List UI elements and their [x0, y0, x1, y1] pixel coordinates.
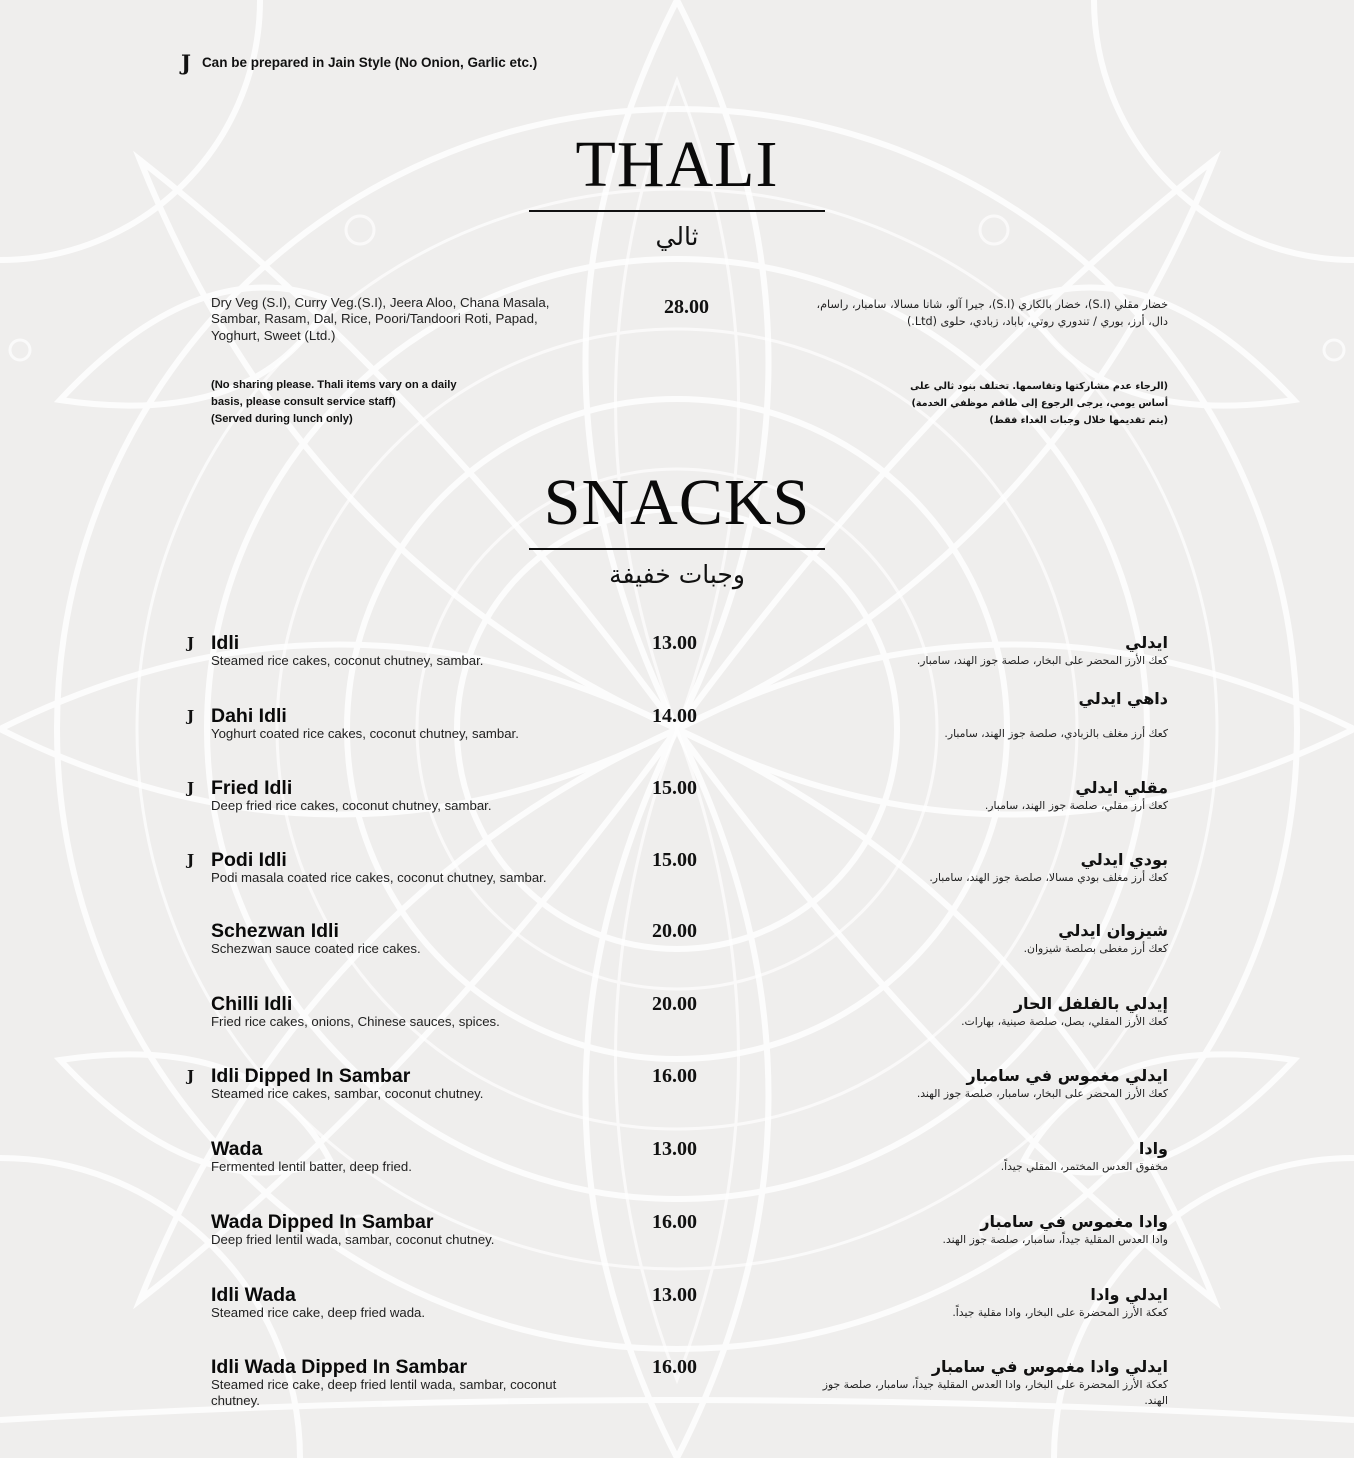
- item-description: Podi masala coated rice cakes, coconut chutney, sambar.: [211, 870, 547, 885]
- thali-note-line-arabic: (الرجاء عدم مشاركتها وتقاسمها. تختلف بنود ثالي على: [910, 381, 1168, 392]
- item-description-arabic: كعك أرز مغطى بصلصة شيزوان.: [1023, 942, 1168, 955]
- thali-price: 28.00: [664, 296, 709, 318]
- thali-note-line: (No sharing please. Thali items vary on a daily: [211, 379, 457, 391]
- item-name-arabic: مقلي ايدلي: [1075, 778, 1168, 797]
- item-name: Wada Dipped In Sambar: [211, 1211, 434, 1233]
- item-name-arabic: ايدلي: [1125, 633, 1168, 652]
- snacks-header: [529, 466, 825, 589]
- item-name-arabic: داهي ايدلي: [1078, 689, 1168, 708]
- item-name-arabic: وادا مغموس في سامبار: [980, 1212, 1168, 1231]
- thali-note-line-arabic: أساس يومي، يرجى الرجوع إلى طاقم موظفي الخدمة): [911, 398, 1168, 409]
- item-name-arabic: إيدلي بالفلفل الحار: [1013, 994, 1168, 1013]
- item-description-arabic: كعك الأرز المحضر على البخار، صلصة جوز الهند، سامبار.: [916, 654, 1168, 667]
- item-price: 15.00: [652, 777, 697, 799]
- jain-legend: [181, 52, 537, 73]
- thali-divider: [529, 210, 825, 212]
- item-description: Steamed rice cake, deep fried lentil wada, sambar, coconut chutney.: [211, 1377, 557, 1408]
- snacks-divider: [529, 548, 825, 550]
- jain-j-icon: J: [187, 779, 195, 797]
- thali-note-line-arabic: (يتم تقديمها خلال وجبات الغداء فقط): [989, 415, 1168, 426]
- thali-title-arabic: ثالي: [655, 222, 699, 251]
- item-price: 15.00: [652, 849, 697, 871]
- item-description: Fermented lentil batter, deep fried.: [211, 1159, 412, 1174]
- item-price: 16.00: [652, 1356, 697, 1378]
- snacks-title-arabic: وجبات خفيفة: [609, 560, 745, 589]
- thali-notes-arabic: [900, 378, 1168, 429]
- jain-j-icon: J: [187, 707, 195, 725]
- item-name: Fried Idli: [211, 777, 293, 799]
- item-name: Wada: [211, 1138, 263, 1160]
- item-description-arabic: كعكة الأرز المحضرة على البخار، وادا العدس المقلية جيداً، سامبار، صلصة جوز الهند.: [822, 1378, 1168, 1407]
- thali-header: [529, 128, 825, 251]
- item-name: Dahi Idli: [211, 705, 287, 727]
- item-name: Idli Wada Dipped In Sambar: [211, 1356, 468, 1378]
- item-description: Schezwan sauce coated rice cakes.: [211, 941, 421, 956]
- item-name: Idli: [211, 632, 240, 654]
- thali-title: THALI: [575, 128, 779, 201]
- jain-j-icon: J: [181, 50, 191, 75]
- item-description-arabic: وادا العدس المقلية جيداً، سامبار، صلصة جوز الهند.: [942, 1233, 1168, 1246]
- jain-legend-text: Can be prepared in Jain Style (No Onion, Garlic etc.): [201, 55, 538, 70]
- item-name: Idli Dipped In Sambar: [211, 1065, 411, 1087]
- item-description-arabic: كعك أرز مغلف بالزبادي، صلصة جوز الهند، سامبار.: [944, 727, 1168, 740]
- thali-note-line: (Served during lunch only): [211, 413, 353, 425]
- item-price: 20.00: [652, 920, 697, 942]
- item-name-arabic: ايدلي وادا مغموس في سامبار: [931, 1357, 1168, 1376]
- item-description: Yoghurt coated rice cakes, coconut chutney, sambar.: [211, 726, 519, 741]
- item-name: Chilli Idli: [211, 993, 293, 1015]
- item-name: Podi Idli: [211, 849, 287, 871]
- thali-description-arabic: خضار مقلي (S.I)، خضار بالكاري (S.I)، جيرا آلو، شانا مسالا، سامبار، راسام، دال، أرز، بوري / تندوري روتي، باباد، زبادي، حلوى (Ltd.): [816, 298, 1168, 328]
- item-price: 16.00: [652, 1211, 697, 1233]
- item-name-arabic: بودي ايدلي: [1080, 850, 1168, 869]
- snacks-title: SNACKS: [543, 466, 811, 539]
- item-description-arabic: كعك أرز مغلف بودي مسالا، صلصة جوز الهند، سامبار.: [929, 871, 1168, 884]
- item-description-arabic: كعك الأرز المحضر على البخار، سامبار، صلصة جوز الهند.: [916, 1087, 1168, 1100]
- item-name-arabic: ايدلي مغموس في سامبار: [966, 1066, 1168, 1085]
- item-description-arabic: كعك الأرز المقلي، بصل، صلصة صينية، بهارات.: [961, 1015, 1168, 1028]
- item-description: Deep fried rice cakes, coconut chutney, sambar.: [211, 798, 492, 813]
- jain-j-icon: J: [187, 634, 195, 652]
- jain-j-icon: J: [187, 1067, 195, 1085]
- item-description: Steamed rice cakes, coconut chutney, sambar.: [211, 653, 484, 668]
- item-description-arabic: كعك أرز مقلي، صلصة جوز الهند، سامبار.: [984, 799, 1168, 812]
- item-price: 13.00: [652, 1284, 697, 1306]
- jain-j-icon: J: [187, 851, 195, 869]
- item-description: Steamed rice cake, deep fried wada.: [211, 1305, 426, 1320]
- item-description-arabic: مخفوق العدس المختمر، المقلي جيداً.: [1000, 1160, 1168, 1173]
- item-price: 14.00: [652, 705, 697, 727]
- thali-description: Dry Veg (S.I), Curry Veg.(S.I), Jeera Aloo, Chana Masala, Sambar, Rasam, Dal, Rice, Poori/Tandoori Roti, Papad, Yoghurt, Sweet (Ltd.): [211, 295, 550, 343]
- item-description: Steamed rice cakes, sambar, coconut chutney.: [211, 1086, 484, 1101]
- item-name-arabic: وادا: [1138, 1139, 1168, 1158]
- thali-notes: [211, 377, 457, 428]
- item-name: Idli Wada: [211, 1284, 296, 1306]
- item-name-arabic: شيزوان ايدلي: [1058, 921, 1168, 940]
- item-description-arabic: كعكة الأرز المحضرة على البخار، وادا مقلية جيداً.: [952, 1306, 1168, 1319]
- item-price: 13.00: [652, 1138, 697, 1160]
- item-price: 20.00: [652, 993, 697, 1015]
- item-description: Deep fried lentil wada, sambar, coconut chutney.: [211, 1232, 495, 1247]
- item-name-arabic: ايدلي وادا: [1090, 1285, 1168, 1304]
- item-description: Fried rice cakes, onions, Chinese sauces, spices.: [211, 1014, 500, 1029]
- item-price: 16.00: [652, 1065, 697, 1087]
- item-name: Schezwan Idli: [211, 920, 339, 942]
- thali-note-line: basis, please consult service staff): [211, 396, 396, 408]
- item-price: 13.00: [652, 632, 697, 654]
